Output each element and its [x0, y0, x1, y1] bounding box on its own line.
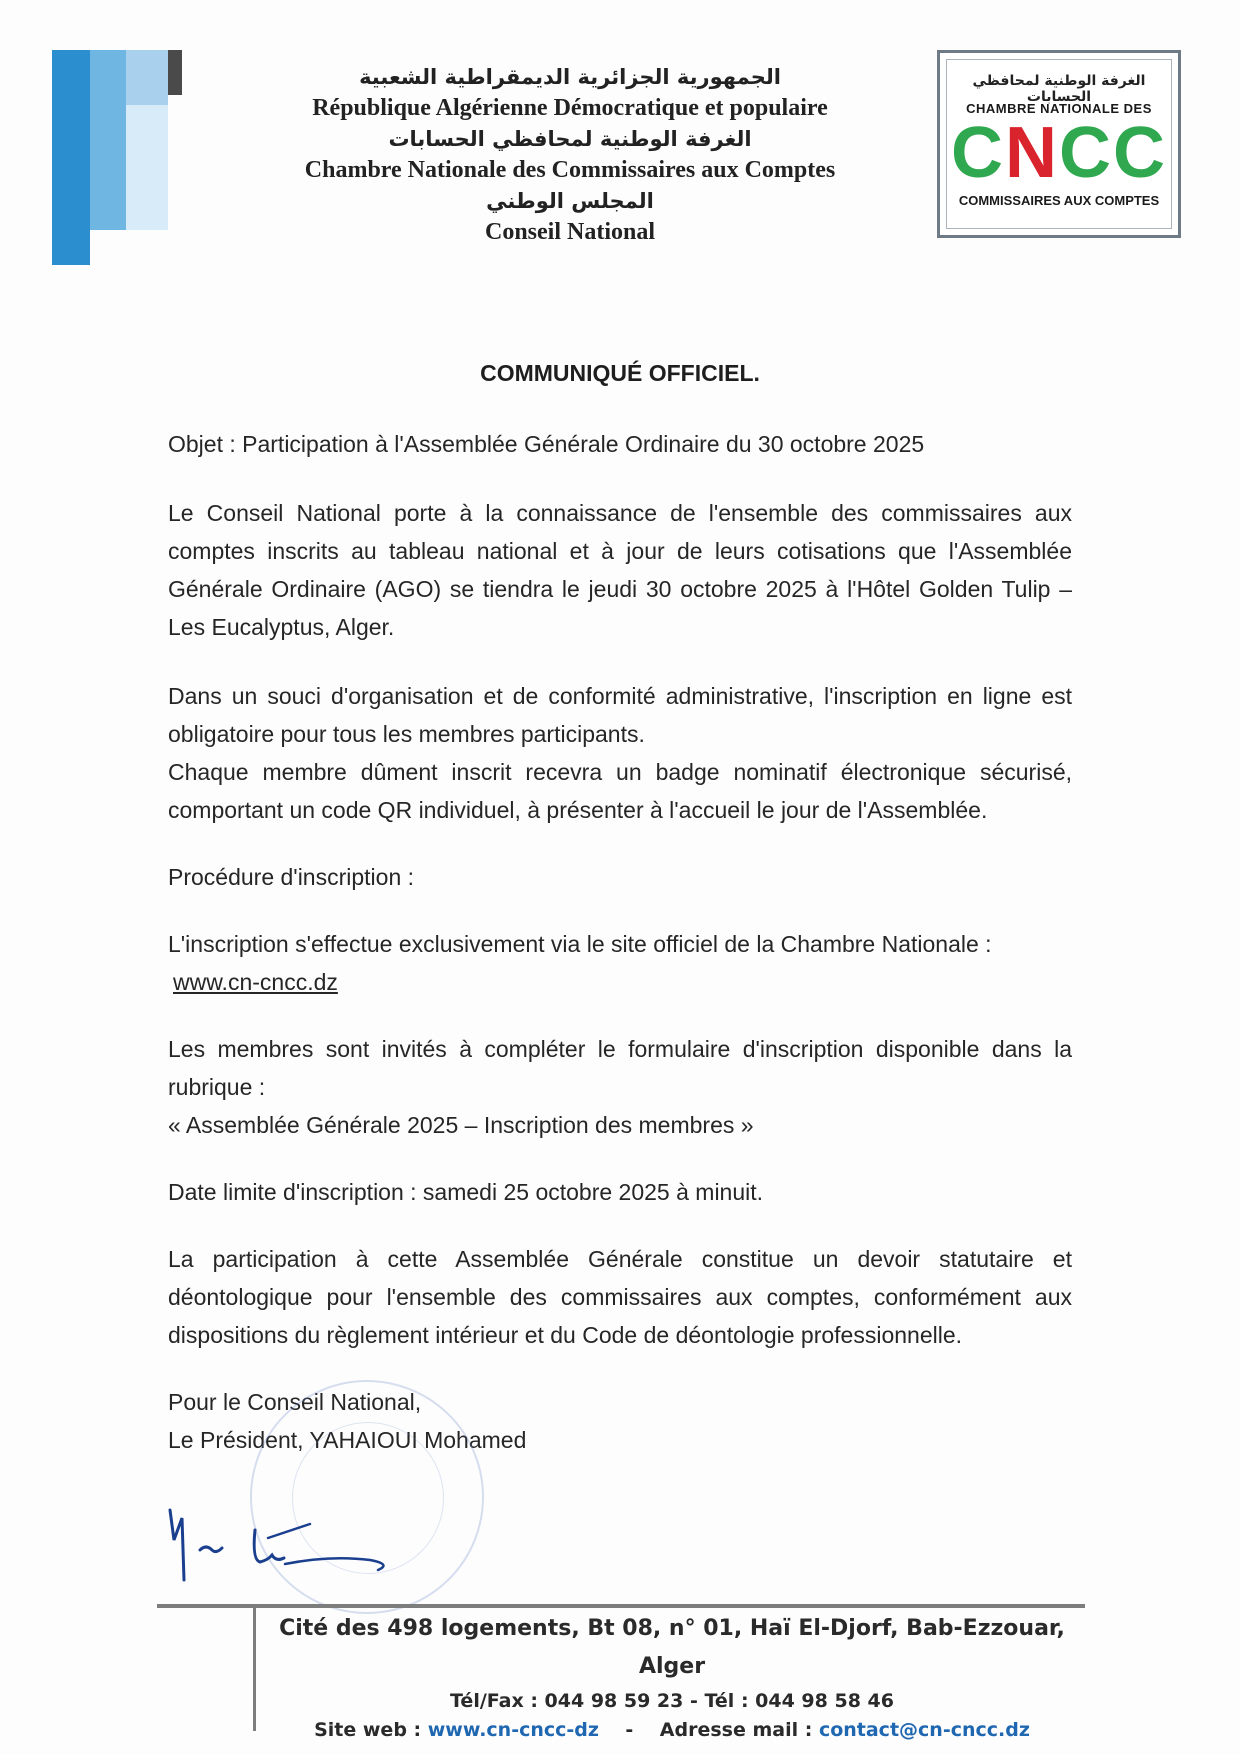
- decorative-block: [90, 50, 126, 230]
- header-fr-republic: République Algérienne Démocratique et populaire: [312, 95, 828, 121]
- decorative-block: [126, 105, 168, 230]
- paragraph-registration: Dans un souci d'organisation et de conformité administrative, l'inscription en ligne est obligatoire pour tous les membres participants.: [168, 683, 1072, 747]
- footer: [262, 1610, 1082, 1744]
- decorative-block: [126, 50, 168, 105]
- footer-mail-label: Adresse mail :: [659, 1719, 819, 1741]
- footer-mail-link[interactable]: contact@cn-cncc.dz: [818, 1719, 1030, 1741]
- paragraph-announcement: Le Conseil National porte à la connaissance de l'ensemble des commissaires aux comptes inscrits au tableau national et à jour de leurs cotisations que l'Assemblée Générale Ordinaire (AGO) se tiendra le jeudi 30 octobre 2025 à l'Hôtel Golden Tulip – Les Eucalyptus, Alger.: [168, 500, 1072, 640]
- handwritten-signature: [160, 1500, 460, 1590]
- letterhead: [230, 62, 910, 248]
- logo-letters: [940, 113, 1178, 193]
- document-body: [168, 425, 1072, 1459]
- footer-address: Cité des 498 logements, Bt 08, n° 01, Haï El-Djorf, Bab-Ezzouar, Alger: [279, 1616, 1065, 1679]
- decorative-block: [168, 50, 182, 95]
- logo-letter-c: C: [951, 113, 1005, 193]
- footer-vertical-divider: [253, 1608, 256, 1731]
- deadline-line: Date limite d'inscription : samedi 25 octobre 2025 à minuit.: [168, 1179, 764, 1205]
- paragraph-closing: La participation à cette Assemblée Générale constitue un devoir statutaire et déontologique pour l'ensemble des commissaires aux comptes, conformément aux dispositions du règlement intérieur et du Code de déontologie professionnelle.: [168, 1246, 1072, 1348]
- header-fr-council: Conseil National: [484, 219, 655, 245]
- paragraph-site: L'inscription s'effectue exclusivement via le site officiel de la Chambre Nationale :: [168, 931, 992, 957]
- footer-contacts: [262, 1716, 1082, 1744]
- cncc-logo: [937, 50, 1181, 238]
- signature-line-1: Pour le Conseil National,: [168, 1389, 422, 1415]
- procedure-heading: Procédure d'inscription :: [168, 864, 415, 890]
- footer-site-label: Site web :: [314, 1719, 428, 1741]
- footer-separator: -: [625, 1719, 634, 1741]
- logo-ar-text: الغرفة الوطنية لمحافظي الحسابات: [972, 73, 1146, 105]
- decorative-block: [52, 50, 90, 265]
- signature-line-2: Le Président, YAHAIOUI Mohamed: [168, 1427, 527, 1453]
- footer-site-link[interactable]: www.cn-cncc-dz: [427, 1719, 599, 1741]
- subject-line: Objet : Participation à l'Assemblée Générale Ordinaire du 30 octobre 2025: [168, 431, 925, 457]
- paragraph-badge: Chaque membre dûment inscrit recevra un badge nominatif électronique sécurisé, comportant un code QR individuel, à présenter à l'accueil le jour de l'Assemblée.: [168, 759, 1072, 823]
- header-ar-chamber: الغرفة الوطنية لمحافظي الحسابات: [388, 127, 752, 151]
- website-link[interactable]: www.cn-cncc.dz: [173, 969, 338, 995]
- header-ar-republic: الجمهورية الجزائرية الديمقراطية الشعبية: [359, 65, 781, 89]
- logo-letters-cc: CC: [1059, 113, 1167, 193]
- header-ar-council: المجلس الوطني: [486, 189, 654, 213]
- header-fr-chamber: Chambre Nationale des Commissaires aux Comptes: [304, 157, 836, 183]
- logo-top-text: CHAMBRE NATIONALE DES: [966, 101, 1152, 116]
- paragraph-form: Les membres sont invités à compléter le formulaire d'inscription disponible dans la rubrique :: [168, 1036, 1072, 1100]
- logo-letter-n: N: [1005, 113, 1059, 193]
- footer-phones: Tél/Fax : 044 98 59 23 - Tél : 044 98 58 46: [450, 1690, 894, 1712]
- rubrique-name: « Assemblée Générale 2025 – Inscription des membres »: [168, 1112, 754, 1138]
- document-title: COMMUNIQUÉ OFFICIEL.: [480, 360, 760, 386]
- footer-divider: [157, 1604, 1085, 1608]
- logo-bottom-text: COMMISSAIRES AUX COMPTES: [958, 193, 1160, 208]
